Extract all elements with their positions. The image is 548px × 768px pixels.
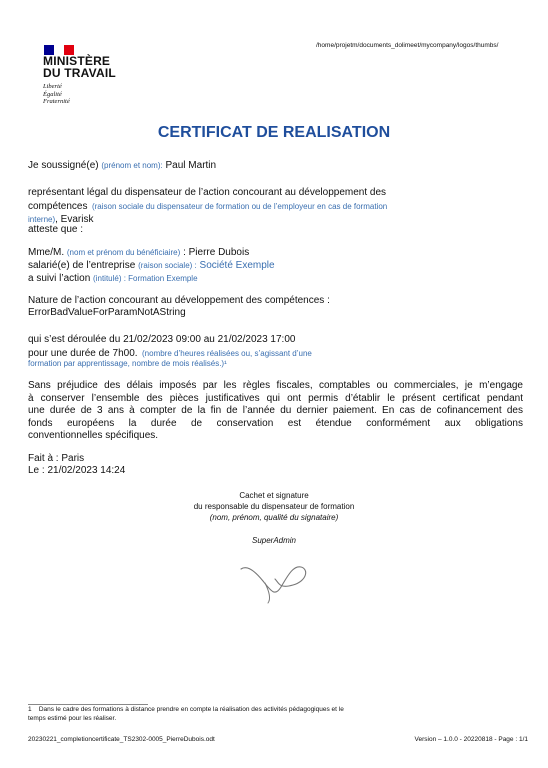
representative-hint-part1: (raison sociale du dispensateur de formation ou de l’employeur en cas de formation (91, 202, 388, 211)
duration-prefix: pour une durée de 7h00. (28, 348, 138, 359)
beneficiary-name: : Pierre Dubois (183, 247, 250, 258)
representative-line1: représentant légal du dispensateur de l’action concourant au développement des (28, 187, 387, 198)
signature-responsible: du responsable du dispensateur de formation (193, 502, 355, 511)
signer-name: Paul Martin (165, 160, 217, 171)
legal-line: à conserver l’ensemble des pièces justificatives qui ont permis d’établir le présent certificat pendant (28, 392, 523, 404)
signer-line (28, 160, 216, 172)
footnote-text-part2: temps estimé pour les réaliser. (28, 714, 117, 722)
french-flag-icon (44, 42, 74, 52)
representative-line2 (28, 199, 528, 213)
republic-motto (43, 83, 70, 106)
ministry-logo-text (43, 55, 116, 79)
signer-prefix: Je soussigné(e) (28, 160, 99, 171)
representative-company: , Evarisk (55, 214, 94, 225)
signature-title: Cachet et signature (239, 491, 309, 500)
handwritten-signature (235, 557, 315, 607)
dates-line: qui s’est déroulée du 21/02/2023 09:00 au 21/02/2023 17:00 (28, 334, 296, 345)
ministry-line2: DU TRAVAIL (43, 66, 116, 80)
legal-line: une durée de 3 ans à compter de la fin de l’année du dernier paiement. En cas de cofinancement des (28, 405, 523, 416)
footnote-line1 (28, 706, 428, 715)
motto-fraternite: Fraternité (43, 98, 70, 105)
employee-line (28, 260, 275, 272)
signer-hint: (prénom et nom): (101, 161, 163, 170)
duration-line (28, 346, 312, 360)
nature-value: ErrorBadValueForParamNotAString (28, 307, 186, 318)
place: Fait à : Paris (28, 453, 85, 464)
employee-prefix: salarié(e) de l’entreprise (28, 260, 136, 271)
duration-hint-part2: formation par apprentissage, nombre de mois réalisés.)¹ (28, 359, 227, 368)
motto-liberte: Liberté (43, 83, 62, 90)
representative-competences: compétences (28, 201, 88, 212)
beneficiary-company: Société Exemple (199, 260, 275, 271)
action-title-hint: (intitulé) : Formation Exemple (93, 274, 198, 283)
company-hint: (raison sociale) : (138, 261, 197, 270)
logo-path: /home/projetm/documents_dolimeet/mycompany/logos/thumbs/ (316, 42, 499, 49)
footnote-divider (28, 704, 148, 705)
beneficiary-prefix: Mme/M. (28, 247, 65, 258)
followed-prefix: a suivi l’action (28, 273, 91, 284)
date: Le : 21/02/2023 14:24 (28, 465, 126, 476)
signature-hint: (nom, prénom, qualité du signataire) (209, 513, 339, 522)
footnote-text-part1: Dans le cadre des formations à distance prendre en compte la réalisation des activités pédagogiques et le (38, 706, 344, 713)
footnote (28, 706, 428, 723)
duration-hint-part1: (nombre d’heures réalisées ou, s’agissant d’une (142, 349, 312, 358)
legal-line: conventionnelles spécifiques. (28, 430, 159, 441)
signer-name-signature: SuperAdmin (251, 536, 297, 545)
ministry-line1: MINISTÈRE (43, 54, 111, 68)
legal-paragraph (28, 380, 523, 443)
legal-line: Sans préjudice des délais imposés par les règles fiscales, comptables ou commerciales, je m’engage (28, 380, 523, 391)
followed-action-line (28, 273, 198, 285)
representative-hint-part2: interne) (28, 215, 56, 224)
footer-version: Version – 1.0.0 - 20220818 - Page : 1/1 (414, 736, 528, 743)
footnote-number: 1 (28, 706, 32, 713)
nature-label: Nature de l’action concourant au développement des compétences : (28, 295, 330, 306)
legal-line: fonds européens la durée de conservation est étendue conformément aux obligations (28, 417, 523, 429)
footer-filename: 20230221_completioncertificate_TS2302-0005_PierreDubois.odt (28, 736, 215, 743)
beneficiary-name-hint: (nom et prénom du bénéficiaire) (66, 248, 181, 257)
attests-label: atteste que : (28, 224, 84, 235)
motto-egalite: Égalité (43, 90, 62, 98)
beneficiary-line (28, 247, 249, 259)
page-title: CERTIFICAT DE REALISATION (157, 124, 391, 141)
